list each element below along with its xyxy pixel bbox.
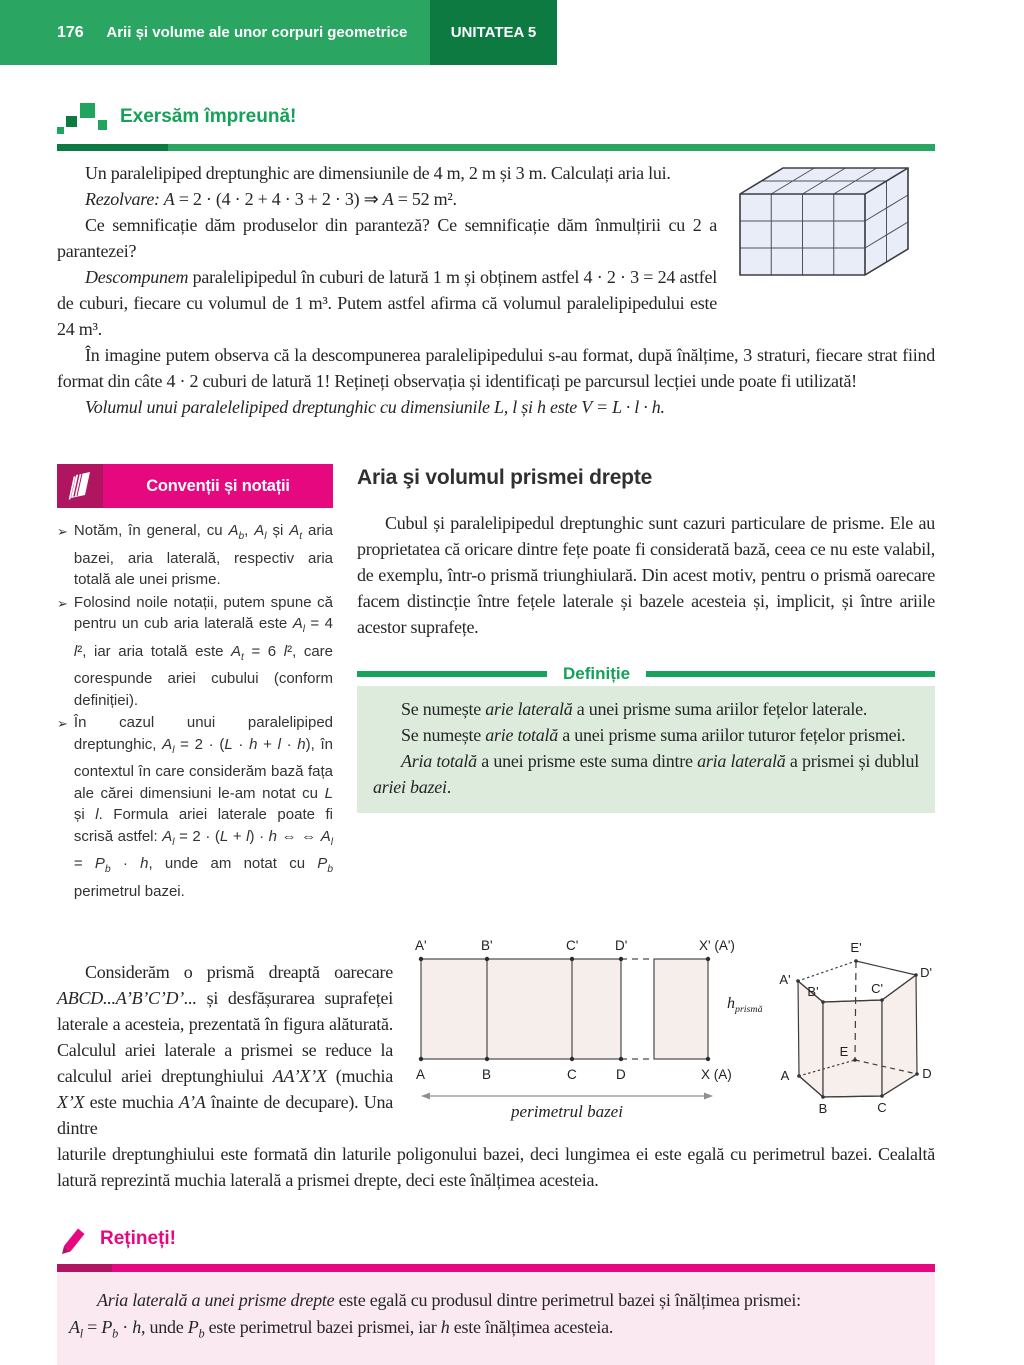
vertex-label: E — [839, 1044, 849, 1059]
vertex-label: A — [780, 1068, 790, 1083]
vertex-label: A' — [779, 972, 791, 987]
pentagonal-prism-figure — [775, 937, 935, 1141]
vertex-label: C' — [566, 938, 579, 953]
definition-bar-right — [646, 671, 935, 677]
definition-bar-left — [357, 671, 547, 677]
arrow-bullet-icon: ➢ — [57, 524, 68, 539]
prism-paragraph-continuation: laturile dreptunghiului este formată din laturile poligonului bazei, deci lungimea ei este egală cu perimetrul bazei. Cealaltă latură reprezintă muchia laterală a prismei drepte, deci este înălțimea acesteia. — [57, 1144, 935, 1190]
definition-box — [357, 686, 935, 813]
retineti-line: Aria laterală a unei prisme drepte este egală cu produsul dintre perimetrul bazei și înălțimea prismei: — [97, 1290, 801, 1310]
pink-divider — [57, 1264, 935, 1272]
section-exersam — [57, 99, 935, 420]
lesson-column — [357, 464, 935, 903]
exersam-title: Exersăm împreună! — [120, 106, 297, 127]
vertex-label: B — [482, 1067, 492, 1082]
pencil-icon — [57, 1223, 87, 1255]
figure-caption: perimetrul bazei — [511, 1102, 623, 1121]
vertex-label: A — [416, 1067, 426, 1082]
vertex-label: D' — [920, 965, 932, 980]
vertex-label: A' — [415, 938, 427, 953]
prism-paragraph-left — [57, 959, 393, 1141]
exersam-paragraph: Descompunem paralelipipedul în cuburi de latură 1 m și obținem astfel 4 · 2 · 3 = 24 astfel de cuburi, fiecare cu volumul de 1 m³. Putem astfel afirma că volumul paralelipipedului este 24 m³. — [57, 267, 717, 339]
vertex-label: C — [567, 1067, 577, 1082]
page-number: 176 — [57, 23, 84, 41]
retineti-title: Rețineți! — [100, 1228, 176, 1249]
exersam-heading-row — [57, 99, 935, 135]
definition-line: Aria totală a unei prisme este suma dintre aria laterală a prismei și dublul ariei bazei. — [373, 751, 919, 797]
section-retineti — [57, 1223, 935, 1365]
conventii-header — [57, 464, 333, 508]
retineti-heading-row — [57, 1223, 935, 1255]
vertex-label: C — [877, 1100, 887, 1115]
definition-title-row — [357, 664, 935, 684]
exersam-paragraph: Un paralelipiped dreptunghic are dimensiunile de 4 m, 2 m și 3 m. Calculați aria lui. — [85, 163, 671, 183]
definition-line: Se numește arie laterală a unei prisme suma ariilor fețelor laterale. — [401, 699, 868, 719]
lesson-intro: Cubul și paralelipipedul dreptunghic sunt cazuri particulare de prisme. Ele au proprietatea că oricare dintre fețe poate fi considerată bază, ceea ce nu este valabil, de exemplu, într-o prismă triunghiulară. Din acest motiv, pentru o prismă oarecare facem distincție între fețele laterale și bazele acesteia și, implicit, și între ariile acestor suprafețe. — [357, 513, 935, 637]
conventii-item — [57, 712, 333, 902]
blocks-icon — [57, 99, 107, 135]
arrow-bullet-icon: ➢ — [57, 595, 68, 611]
lateral-surface-unfolding-figure — [403, 937, 775, 1141]
exersam-paragraph-italic: Volumul unui paralelelipiped dreptunghic cu dimensiunile L, l și h este V = L · l · h. — [85, 397, 665, 417]
vertex-label: B' — [807, 984, 819, 999]
vertex-label: E' — [850, 940, 862, 955]
vertex-label: B — [818, 1101, 828, 1116]
retineti-line: $A_l = P_b \cdot h$, unde $P_b$ este perimetrul bazei prismei, iar h este înălțimea acesteia. — [69, 1317, 614, 1341]
exersam-body — [57, 160, 935, 420]
vertex-label: D — [616, 1067, 626, 1082]
book-icon — [57, 464, 103, 508]
two-column-zone — [57, 464, 935, 903]
parallelepiped-cubes-figure — [737, 164, 929, 286]
conventii-item — [57, 592, 333, 712]
conventii-item — [57, 520, 333, 591]
exersam-paragraph: În imagine putem observa că la descompunerea paralelipipedului s-au format, după înălțime, 3 straturi, fiecare strat fiind format din câte 4 · 2 cuburi de latură 1! Rețineți observația și identificați pe parcursul lecției unde poate fi utilizată! — [57, 345, 935, 391]
vertex-label: C' — [871, 981, 883, 996]
vertex-label: B' — [481, 938, 493, 953]
conventii-title: Convenții și notații — [146, 476, 290, 495]
vertex-label: D' — [615, 938, 628, 953]
vertex-label: X (A) — [701, 1067, 732, 1082]
prism-height-label: $h_{prismă}$ — [727, 995, 763, 1016]
exersam-paragraph: Ce semnificație dăm produselor din paranteză? Ce semnificație dăm înmulțirii cu 2 a parantezei? — [57, 215, 717, 261]
retineti-box — [57, 1272, 935, 1365]
arrow-bullet-icon: ➢ — [57, 716, 68, 731]
chapter-title: Arii și volume ale unor corpuri geometrice — [106, 24, 408, 41]
green-divider — [57, 144, 935, 151]
conventii-item-text: Notăm, în general, cu $A_b$, $A_l$ și $A_t$ aria bazei, aria laterală, respectiv aria totală ale unei prisme. — [73, 522, 334, 588]
vertex-label: X' (A') — [699, 938, 735, 953]
definition-title: Definiție — [563, 664, 631, 683]
prism-paragraph-left-text: Considerăm o prismă dreaptă oarecare ABCD...A’B’C’D’... și desfășurarea suprafeței laterale a acesteia, prezentată în figura alăturată. Calculul ariei laterale a prismei se reduce la calculul ariei dreptunghiului AA’X’X (muchia X’X este muchia A’A înainte de decupare). Una dintre — [57, 962, 393, 1138]
unit-badge: UNITATEA 5 — [430, 0, 557, 65]
conventii-item-text: În cazul unui paralelipiped dreptunghic, $A_l = 2 \cdot (L \cdot h + l \cdot h)$, în contextul în care considerăm bază fața ale cărei dimensiuni le-am notat cu L și l. Formula ariei laterale poate fi scrisă astfel: $A_l = 2 \cdot (L + l) \cdot h$ ⇔ ⇔ $A_l = P_b \cdot h$, unde am notat cu $P_b$ perimetrul bazei. — [73, 714, 334, 900]
exersam-paragraph: Rezolvare: A = 2 · (4 · 2 + 4 · 3 + 2 · 3) ⇒ A = 52 m². — [85, 189, 457, 209]
page-content — [0, 99, 1024, 1365]
lesson-heading: Aria şi volumul prismei drepte — [357, 466, 653, 489]
perimeter-arrow — [417, 1090, 717, 1102]
definition-line: Se numește arie totală a unei prisme suma ariilor tuturor fețelor prismei. — [401, 725, 906, 745]
prism-figures-row — [57, 937, 935, 1141]
conventii-list — [57, 520, 333, 902]
vertex-label: D — [922, 1066, 932, 1081]
sidebar-conventii — [57, 464, 333, 903]
page-header-band — [0, 0, 557, 65]
conventii-item-text: Folosind noile notații, putem spune că pentru un cub aria laterală este $A_l = 4$ l², iar aria totală este $A_t = 6$ l², care corespunde ariei cubului (conform definiției). — [73, 593, 334, 709]
